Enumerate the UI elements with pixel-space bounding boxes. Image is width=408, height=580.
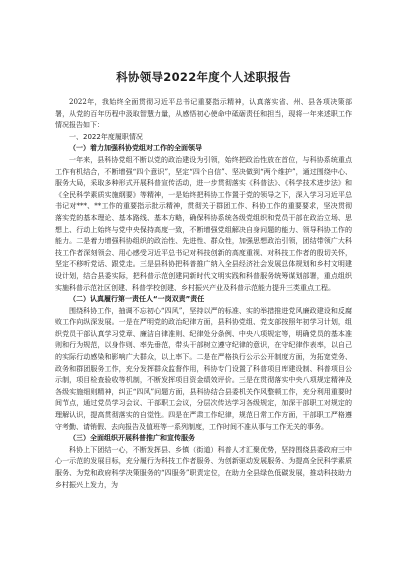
section-heading-1: 一、2022年度履职情况 — [69, 132, 143, 141]
body-paragraph-2: 围绕科协工作，抽调不忘初心“四风”，坚持以严的标准、实的举措推进党风廉政建设和反腐败工作向纵深发展。一是在严明党的政治纪律方面，县科协党组、党支部按照年初学习计划，组织党员干部认真学习党章、廉洁自律准则、纪律处分条例、中央八项规定等，明确党员的基本准则和行为规范，以身作则、率先垂范，带头干部树立遵守纪律的意识，在守纪律作表率，以自己的实际行动感染和影响广大群众，以上率下。二是在严格执行公示公开制度方面，为拓宽党务、政务和群团服务工作，充分发挥群众监督作用，科协专门设置了科普项目库建设制、科普项目公示制，项目检查验收等机制，不断发挥项目资金绩效评价。三是在贯彻落实中央八项规定精神及各级实施细则精神，纠正“四风”问题方面，县科协结合县委机关作风整顿工作，充分利用重要时间节点，通过党员学习会议、干部职工会议，分层次传达学习各级规定，加深干部职工对规定的理解认识，提高贯彻落实的自觉性。四是在严肃工作纪律，规范日常工作方面，干部职工严格遵守考勤、请销假、去向报告及值班等一系列制度，工作时间不准从事与工作无关的事务。 — [55, 306, 352, 431]
subsection-heading-2: （二）认真履行第一责任人“一岗双责”责任 — [69, 295, 205, 304]
intro-paragraph: 2022年，我始终全面贯彻习近平总书记重要指示精神，认真落实省、州、县各项决策部署，从党的百年历程中汲取智慧力量，从感悟初心使命中砥砺责任和担当，现将一年来述职工作情况报告如下： — [55, 98, 352, 130]
subsection-heading-1: （一）着力加强科协党组对工作的全面领导 — [69, 144, 202, 153]
subsection-heading-3: （三）全面组织开展科普推广和宣传服务 — [69, 434, 195, 443]
body-paragraph-3: 科协上下团结一心，不断发挥县、乡镇（街道）科普人才汇聚优势，坚持围绕县委政府三中心一示范的发展目标，充分履行为科技工作者服务、为创新驱动发展服务、为提高全民科学素质服务、为党和政府科学决策服务的“四服务”职责定位，在助力全县绿色低碳发展，推动科技助力乡村振兴上发力，为 — [55, 445, 352, 489]
document-title: 科协领导2022年度个人述职报告 — [116, 70, 291, 84]
body-paragraph-1: 一年来，县科协党组不断以党的政治建设为引领，始终把政治性放在首位，与科协系统重点工作有机结合，不断增强“四个意识”，坚定“四个自信”、坚决做到“两个维护”，通过围绕中心、服务大局，采取多种形式开展科普宣传活动，进一步贯彻落实《科普法》、《科学技术进步法》和《全民科学素质实施纲要》等精神，一是始终把科协工作置于党的领导之下，深入学习习近平总书记对***、**工作的重要指示批示精神，贯彻关于群团工作、科协工作的重要要求，坚决贯彻落实党的基本理论、基本路线、基本方略，确保科协系统各级党组织和党员干部在政治立场、思想上、行动上始终与党中央保持高度一致，不断增强党组解决自身问题的能力、领导科协工作的能力。二是着力增强科协组织的政治性、先进性、群众性，加强思想政治引领，团结带领广大科技工作者深刻领会、用心感受习近平总书记对科技创新的高度重视、对科技工作者的殷切关怀，坚定不移听党话、跟党走。三是县科协把科普推广纳入全县经济社会发展总体规划和乡村文明建设计划，结合县委实际，把科普示范创建同新时代文明实践和科普服务统筹谋划部署，重点组织实施科普示范社区创建、科普学校创建、乡村振兴产业及科普示范能力提升三类重点工程。 — [55, 155, 352, 292]
